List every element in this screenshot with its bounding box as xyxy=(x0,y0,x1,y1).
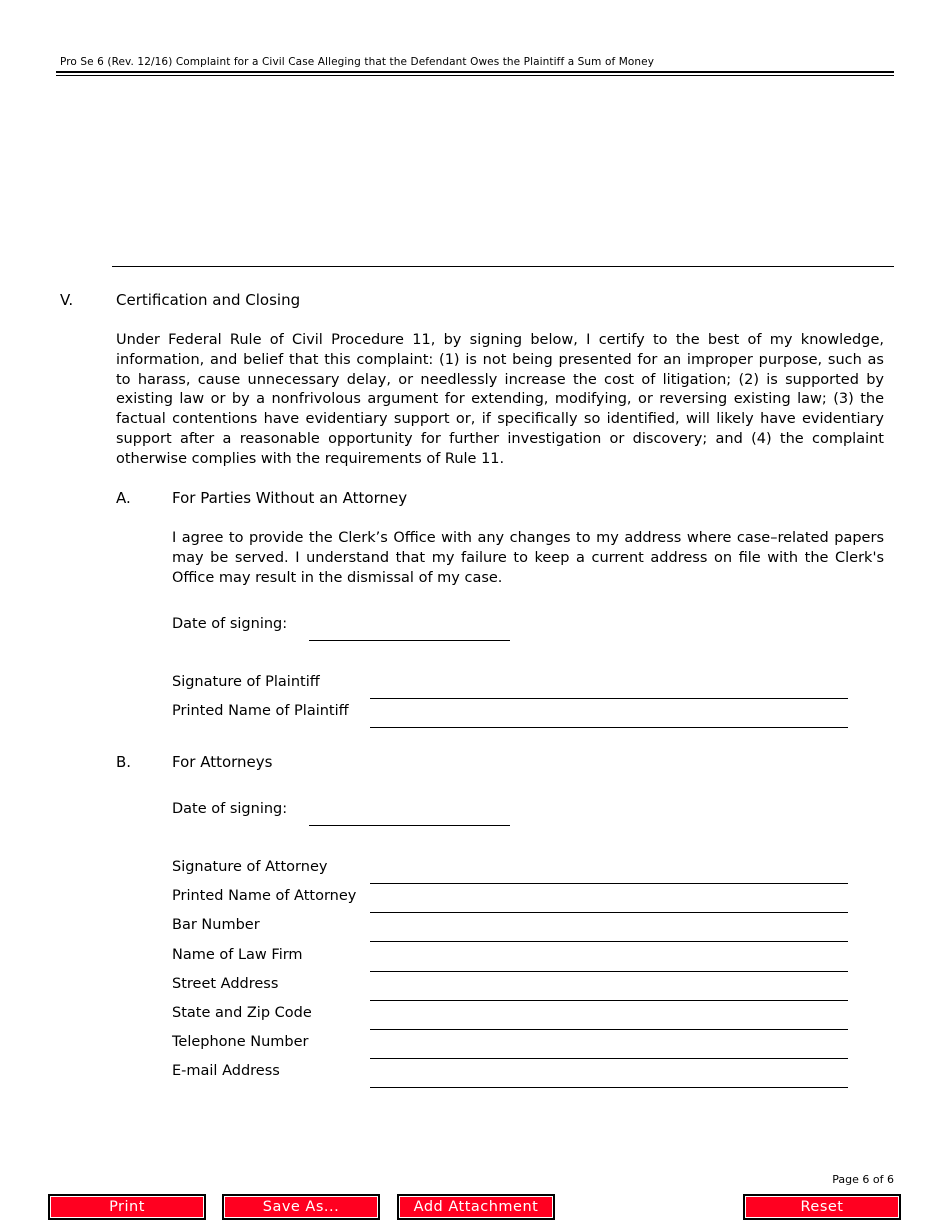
law-firm-label: Name of Law Firm xyxy=(172,947,303,963)
email-label: E-mail Address xyxy=(172,1063,280,1079)
state-zip-field[interactable] xyxy=(370,1010,848,1030)
plaintiff-signature-label: Signature of Plaintiff xyxy=(172,674,320,690)
subsection-a-title: For Parties Without an Attorney xyxy=(172,489,408,507)
add-attachment-button[interactable]: Add Attachment xyxy=(397,1194,555,1220)
attorney-date-field[interactable] xyxy=(309,806,510,826)
page-number: Page 6 of 6 xyxy=(832,1173,894,1186)
continuation-line xyxy=(112,266,894,267)
section-title: Certification and Closing xyxy=(116,291,301,309)
subsection-b-letter: B. xyxy=(116,753,132,771)
telephone-label: Telephone Number xyxy=(172,1034,309,1050)
plaintiff-signature-field[interactable] xyxy=(370,679,848,699)
plaintiff-date-label: Date of signing: xyxy=(172,616,288,632)
attorney-printed-name-field[interactable] xyxy=(370,893,848,913)
save-as-button[interactable]: Save As... xyxy=(222,1194,380,1220)
attorney-signature-label: Signature of Attorney xyxy=(172,859,328,875)
address-agreement-paragraph: I agree to provide the Clerk’s Office with any changes to my address where case–related papers may be served. I understand that my failure to keep a current address on file with the Clerk's Office may result in the dismissal of my case. xyxy=(172,530,884,586)
header-rule xyxy=(56,71,894,73)
plaintiff-printed-name-field[interactable] xyxy=(370,708,848,728)
bar-number-label: Bar Number xyxy=(172,917,260,933)
form-header-title: Pro Se 6 (Rev. 12/16) Complaint for a Civil Case Alleging that the Defendant Owes the Plaintiff a Sum of Money xyxy=(60,56,655,68)
telephone-field[interactable] xyxy=(370,1039,848,1059)
attorney-signature-field[interactable] xyxy=(370,864,848,884)
plaintiff-printed-name-label: Printed Name of Plaintiff xyxy=(172,703,349,719)
attorney-date-label: Date of signing: xyxy=(172,801,288,817)
header-rule-thin xyxy=(56,75,894,76)
subsection-a-letter: A. xyxy=(116,489,131,507)
email-field[interactable] xyxy=(370,1068,848,1088)
state-zip-label: State and Zip Code xyxy=(172,1005,312,1021)
certification-paragraph: Under Federal Rule of Civil Procedure 11, by signing below, I certify to the best of my knowledge, information, and belief that this complaint: (1) is not being presented for an improper purpose, such as to harass, cause unnecessary delay, or needlessly increase the cost of litigation; (2) is supported by existing law or by a nonfrivolous argument for extending, modifying, or reversing existing law; (3) the factual contentions have evidentiary support or, if specifically so identified, will likely have evidentiary support after a reasonable opportunity for further investigation or discovery; and (4) the complaint otherwise complies with the requirements of Rule 11. xyxy=(116,332,884,467)
print-button[interactable]: Print xyxy=(48,1194,206,1220)
bar-number-field[interactable] xyxy=(370,922,848,942)
attorney-printed-name-label: Printed Name of Attorney xyxy=(172,888,357,904)
subsection-b-title: For Attorneys xyxy=(172,753,273,771)
section-number: V. xyxy=(60,291,74,309)
street-address-field[interactable] xyxy=(370,981,848,1001)
law-firm-field[interactable] xyxy=(370,952,848,972)
street-address-label: Street Address xyxy=(172,976,279,992)
plaintiff-date-field[interactable] xyxy=(309,621,510,641)
reset-button[interactable]: Reset xyxy=(743,1194,901,1220)
